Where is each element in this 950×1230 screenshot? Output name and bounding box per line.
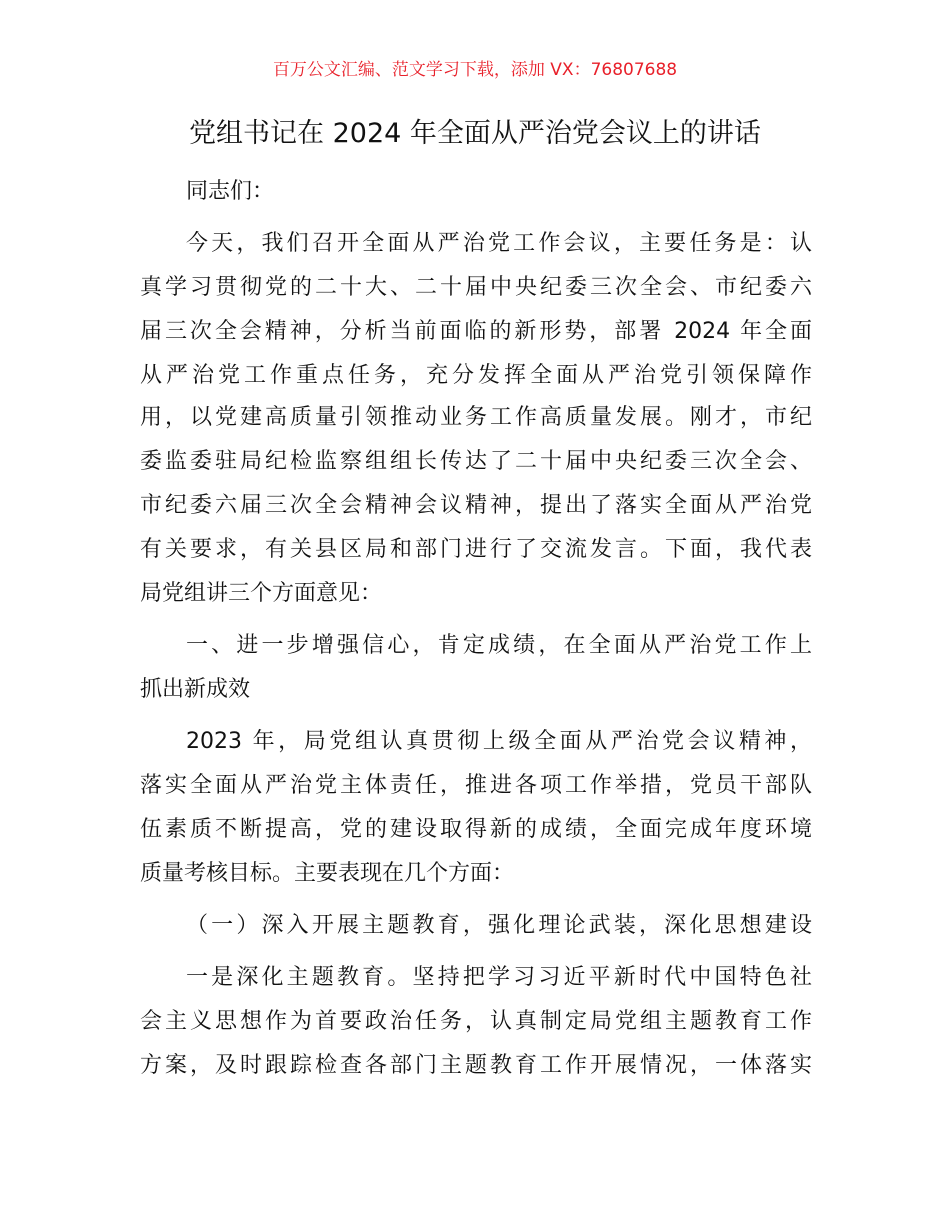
paragraph-line: 届三次全会精神，分析当前面临的新形势，部署 2024 年全面	[140, 319, 812, 344]
paragraph-line: 从严治党工作重点任务，充分发挥全面从严治党引领保障作	[140, 363, 812, 388]
section-heading-1: 一、进一步增强信心，肯定成绩，在全面从严治党工作上	[186, 633, 812, 658]
paragraph-line: 2023 年，局党组认真贯彻上级全面从严治党会议精神，	[186, 729, 812, 754]
paragraph-line: 今天，我们召开全面从严治党工作会议，主要任务是：认	[186, 231, 812, 256]
paragraph-line: 用，以党建高质量引领推动业务工作高质量发展。刚才，市纪	[140, 405, 812, 430]
paragraph-line: 真学习贯彻党的二十大、二十届中央纪委三次全会、市纪委六	[140, 275, 812, 300]
watermark-banner: 百万公文汇编、范文学习下载，添加 VX：76807688	[272, 60, 678, 80]
paragraph-line: 一是深化主题教育。坚持把学习习近平新时代中国特色社	[186, 965, 812, 990]
paragraph-line: 伍素质不断提高，党的建设取得新的成绩，全面完成年度环境	[140, 817, 812, 842]
paragraph-line: 局党组讲三个方面意见：	[140, 581, 383, 606]
document-title: 党组书记在 2024 年全面从严治党会议上的讲话	[189, 118, 761, 149]
paragraph-line: 质量考核目标。主要表现在几个方面：	[140, 861, 515, 886]
salutation: 同志们：	[186, 179, 275, 204]
paragraph-line: 有关要求，有关县区局和部门进行了交流发言。下面，我代表	[140, 537, 812, 562]
paragraph-line: 委监委驻局纪检监察组组长传达了二十届中央纪委三次全会、	[140, 449, 812, 474]
paragraph-line: 会主义思想作为首要政治任务，认真制定局党组主题教育工作	[140, 1009, 812, 1034]
paragraph-line: 市纪委六届三次全会精神会议精神，提出了落实全面从严治党	[140, 493, 812, 518]
subsection-heading-1: （一）深入开展主题教育，强化理论武装，深化思想建设	[186, 913, 812, 938]
paragraph-line: 方案，及时跟踪检查各部门主题教育工作开展情况，一体落实	[140, 1053, 812, 1078]
paragraph-line: 落实全面从严治党主体责任，推进各项工作举措，党员干部队	[140, 773, 812, 798]
section-heading-1-cont: 抓出新成效	[140, 677, 251, 702]
